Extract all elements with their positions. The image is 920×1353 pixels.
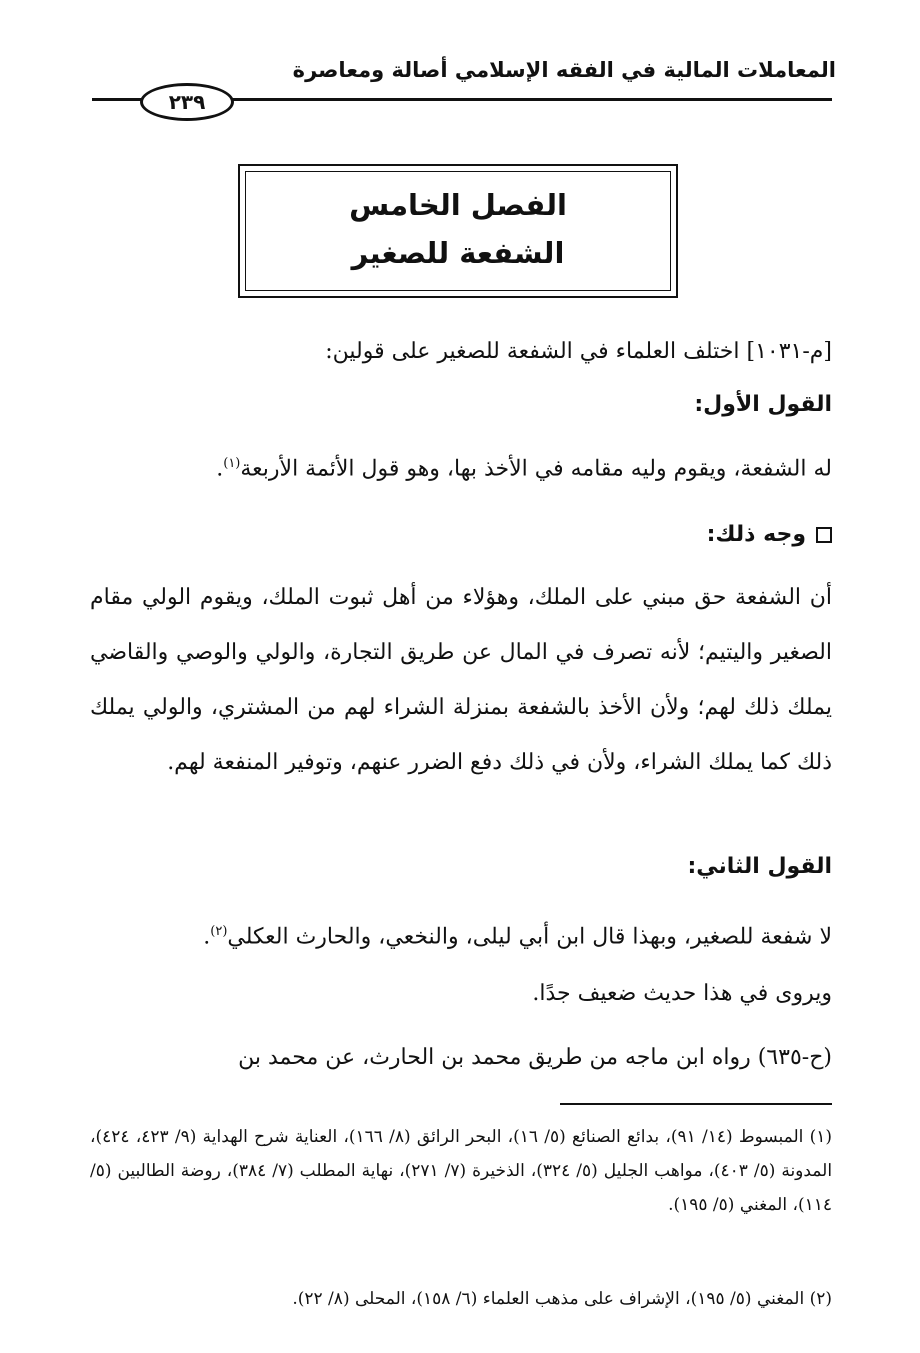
second-opinion-paragraph: لا شفعة للصغير، وبهذا قال ابن أبي ليلى، والنخعي، والحارث العكلي$^{(٢)}$. xyxy=(203,924,832,950)
chapter-title: الفصل الخامس xyxy=(349,188,567,222)
footnote-ref-2: (٢) xyxy=(210,924,228,939)
weak-hadith-paragraph: ويروى في هذا حديث ضعيف جدًا. xyxy=(532,981,832,1006)
footnote-2: (٢) المغني (٥/ ١٩٥)، الإشراف على مذهب العلماء (٦/ ١٥٨)، المحلى (٨/ ٢٢). xyxy=(292,1289,832,1309)
intro-paragraph: [م-١٠٣١] اختلف العلماء في الشفعة للصغير على قولين: xyxy=(325,339,832,364)
page-number: ٢٣٩ xyxy=(140,83,234,121)
hadith-paragraph: (ح-٦٣٥) رواه ابن ماجه من طريق محمد بن الحارث، عن محمد بن xyxy=(238,1045,832,1070)
reason-heading-row xyxy=(90,522,832,549)
square-bullet-icon xyxy=(816,527,832,543)
chapter-title-box xyxy=(238,164,678,298)
reason-paragraph: أن الشفعة حق مبني على الملك، وهؤلاء من أهل ثبوت الملك، ويقوم الولي مقام الصغير واليتيم؛ لأنه تصرف في المال عن طريق التجارة، والولي والوصي والقاضي يملك ذلك لهم؛ ولأن الأخذ بالشفعة بمنزلة الشراء لهم من المشتري، والولي يملك ذلك كما يملك الشراء، ولأن في ذلك دفع الضرر عنهم، وتوفير المنفعة لهم. xyxy=(90,585,832,775)
first-opinion-paragraph: له الشفعة، ويقوم وليه مقامه في الأخذ بها، وهو قول الأئمة الأربعة$^{(١)}$. xyxy=(216,456,832,482)
first-opinion-heading: القول الأول: xyxy=(694,392,832,417)
second-opinion-text: لا شفعة للصغير، وبهذا قال ابن أبي ليلى، والنخعي، والحارث العكلي xyxy=(227,924,832,950)
footnote-ref-1: (١) xyxy=(223,456,241,471)
second-opinion-heading: القول الثاني: xyxy=(687,854,832,879)
reason-heading: وجه ذلك: xyxy=(706,522,806,547)
running-title: المعاملات المالية في الفقه الإسلامي أصالة ومعاصرة xyxy=(292,58,836,82)
first-opinion-text: له الشفعة، ويقوم وليه مقامه في الأخذ بها، وهو قول الأئمة الأربعة xyxy=(240,456,832,482)
footnote-1: (١) المبسوط (١٤/ ٩١)، بدائع الصنائع (٥/ ١٦)، البحر الرائق (٨/ ١٦٦)، العناية شرح الهداية (٩/ ٤٢٣، ٤٢٤)، المدونة (٥/ ٤٠٣)، مواهب الجليل (٥/ ٣٢٤)، الذخيرة (٧/ ٢٧١)، نهاية المطلب (٧/ ٣٨٤)، روضة الطالبين (٥/ ١١٤)، المغني (٥/ ١٩٥). xyxy=(90,1127,833,1215)
chapter-subtitle: الشفعة للصغير xyxy=(351,236,565,270)
footnote-separator xyxy=(560,1103,832,1105)
